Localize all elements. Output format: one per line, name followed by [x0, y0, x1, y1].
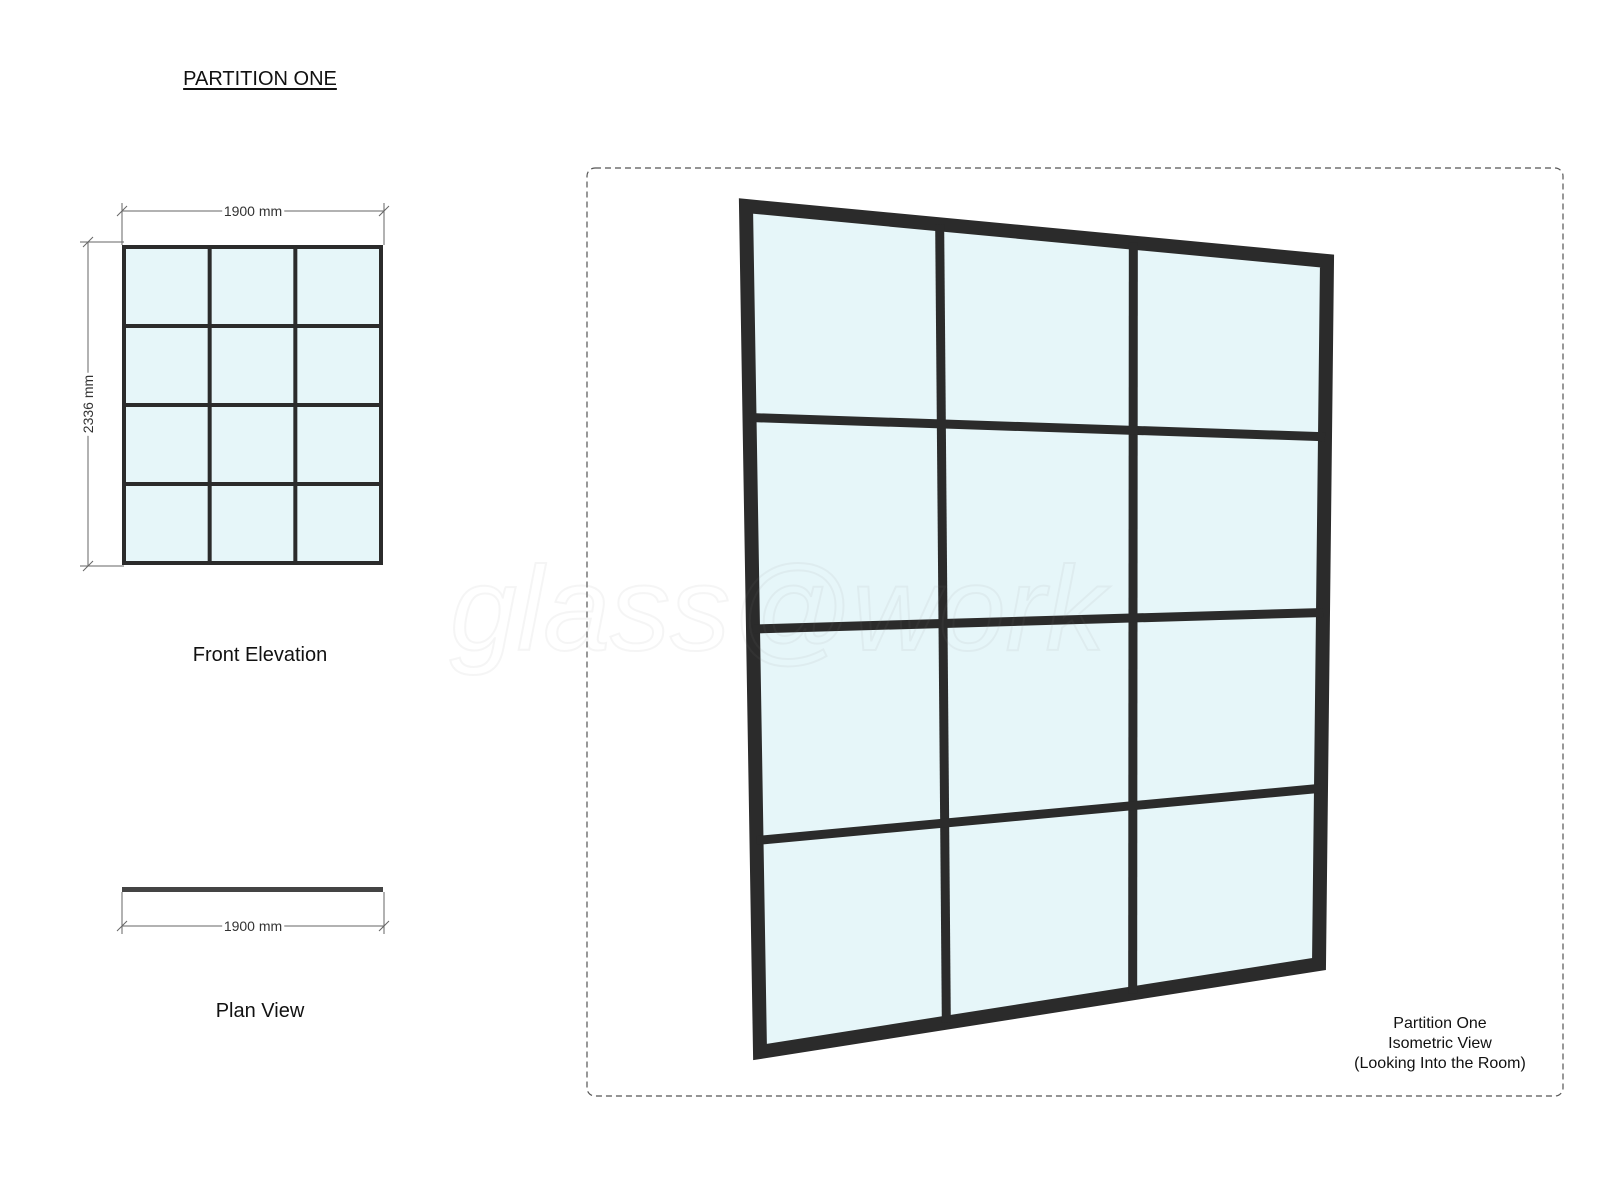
glass-pane — [1133, 430, 1325, 618]
watermark-logo — [450, 542, 1111, 676]
plan-width-label: 1900 mm — [223, 918, 283, 934]
front-elevation-partition — [124, 247, 381, 563]
front-elevation-caption: Front Elevation — [192, 644, 328, 666]
glass-pane — [757, 823, 947, 1052]
front-width-label: 1900 mm — [223, 203, 283, 219]
isometric-caption-line3: (Looking Into the Room) — [1354, 1055, 1526, 1072]
glass-pane — [945, 806, 1133, 1023]
front-height-label: 2336 mm — [80, 374, 96, 434]
plan-view-caption: Plan View — [215, 1000, 305, 1022]
glass-pane — [1133, 613, 1323, 806]
plan-view-partition — [122, 887, 383, 892]
glass-pane — [746, 206, 941, 424]
glass-pane — [940, 224, 1134, 430]
isometric-view-caption — [1330, 1014, 1550, 1074]
isometric-caption-line1: Partition One — [1393, 1015, 1487, 1032]
drawing-title: PARTITION ONE — [183, 68, 337, 90]
isometric-caption-line2: Isometric View — [1388, 1035, 1492, 1052]
glass-pane — [1133, 243, 1327, 437]
svg-text:glass@work: glass@work — [450, 542, 1106, 676]
